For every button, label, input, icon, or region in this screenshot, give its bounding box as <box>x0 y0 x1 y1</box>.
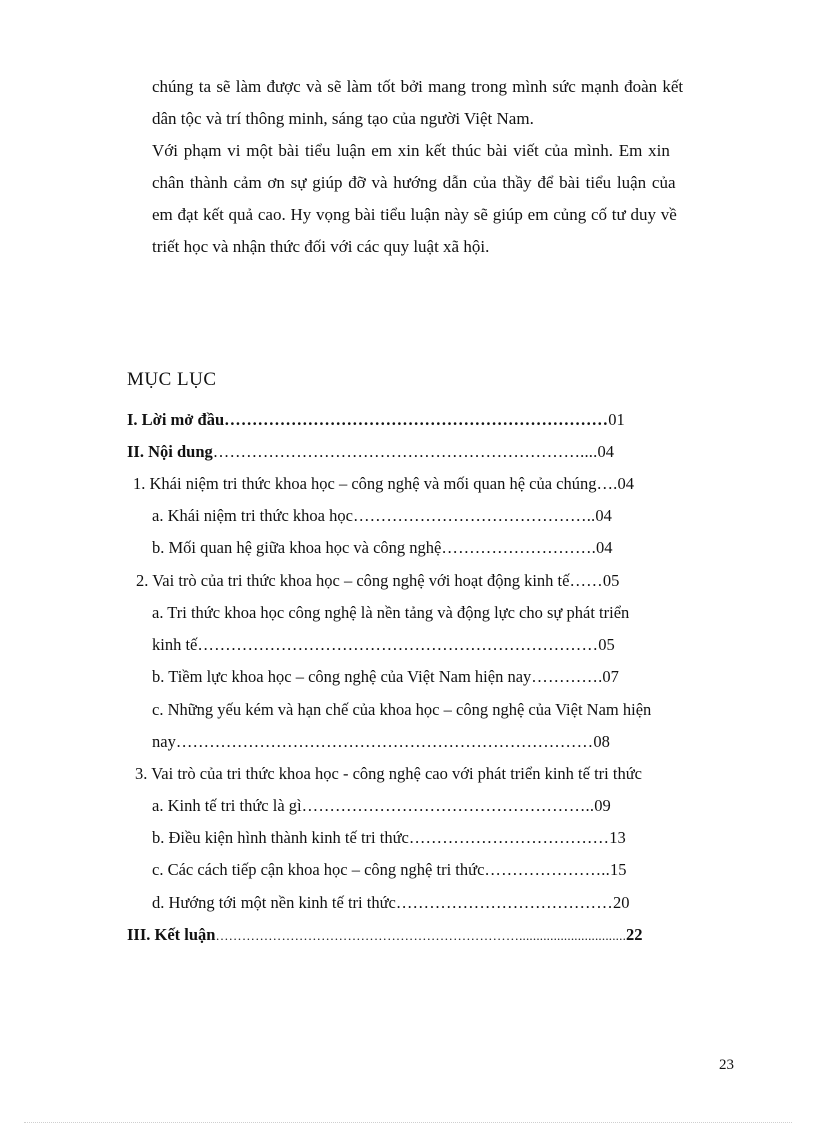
toc-entry-label: a. Khái niệm tri thức khoa học <box>152 506 353 525</box>
toc-entry-label: b. Mối quan hệ giữa khoa học và công nghệ <box>152 538 442 557</box>
toc-entry-1a <box>152 506 612 526</box>
toc-entry-label: a. Tri thức khoa học công nghệ là nền tảng và động lực cho sự phát triển <box>152 603 630 622</box>
toc-entry-page: 13 <box>609 828 626 847</box>
toc-entry-2c <box>152 700 651 720</box>
toc-entry-3a <box>152 796 611 816</box>
toc-entry-3c <box>152 860 626 880</box>
toc-entry-dots: ……………………………………………………………............................... <box>215 928 627 943</box>
toc-entry-label: 3. Vai trò của tri thức khoa học - công nghệ cao với phát triển kinh tế tri thức <box>135 764 642 783</box>
toc-entry-label: nay <box>152 732 176 751</box>
toc-entry-content <box>127 442 614 462</box>
toc-entry-2b <box>152 667 619 687</box>
page-number: 23 <box>719 1057 734 1073</box>
toc-entry-label: III. Kết luận <box>127 925 216 944</box>
toc-entry-label: 2. Vai trò của tri thức khoa học – công nghệ với hoạt động kinh tế <box>136 571 570 590</box>
toc-entry-3d <box>152 893 629 913</box>
toc-entry-dots: …. <box>596 474 618 493</box>
paragraph-line: em đạt kết quả cao. Hy vọng bài tiểu luận này sẽ giúp em củng cố tư duy về <box>152 205 677 224</box>
toc-entry-dots: ………………………………………………………….... <box>212 442 598 461</box>
paragraph-line: Với phạm vi một bài tiểu luận em xin kết thúc bài viết của mình. Em xin <box>152 141 670 160</box>
toc-entry-dots: ………………………………… <box>395 893 613 912</box>
toc-entry-page: 08 <box>593 732 610 751</box>
toc-entry-page: 04 <box>617 474 635 493</box>
toc-entry-dots: …………………………………………………………… <box>224 410 609 429</box>
toc-entry-section-1 <box>133 474 634 494</box>
toc-entry-label: II. Nội dung <box>127 442 213 461</box>
toc-entry-2a-cont <box>152 635 615 655</box>
toc-entry-intro <box>127 410 625 430</box>
toc-entry-page: 09 <box>594 796 611 815</box>
toc-entry-label: d. Hướng tới một nền kinh tế tri thức <box>152 893 396 912</box>
toc-entry-2a <box>152 603 732 623</box>
toc-entry-section-3 <box>135 764 642 784</box>
toc-entry-label: b. Điều kiện hình thành kinh tế tri thức <box>152 828 409 847</box>
toc-entry-label: c. Các cách tiếp cận khoa học – công nghệ tri thức <box>152 860 485 879</box>
toc-entry-label: I. Lời mở đầu <box>127 410 225 429</box>
paragraph-line: triết học và nhận thức đối với các quy luật xã hội. <box>152 237 490 256</box>
toc-entry-label: 1. Khái niệm tri thức khoa học – công nghệ và mối quan hệ của chúng <box>133 474 597 493</box>
toc-entry-page: 01 <box>608 410 625 429</box>
toc-entry-label: c. Những yếu kém và hạn chế của khoa học – công nghệ của Việt Nam hiện <box>152 700 652 719</box>
toc-entry-page: 20 <box>612 893 630 912</box>
toc-entry-label: b. Tiềm lực khoa học – công nghệ của Việt Nam hiện nay <box>152 667 532 686</box>
toc-entry-page: 04 <box>595 506 612 525</box>
paragraph-line: dân tộc và trí thông minh, sáng tạo của người Việt Nam. <box>152 109 534 128</box>
toc-entry-3b <box>152 828 626 848</box>
toc-entry-page: 05 <box>598 635 615 654</box>
toc-entry-dots: ………………………. <box>441 538 596 557</box>
toc-entry-label: kinh tế <box>152 635 198 654</box>
toc-entry-label: a. Kinh tế tri thức là gì <box>152 796 302 815</box>
toc-entry-page: 15 <box>609 860 627 879</box>
toc-entry-page: 05 <box>602 571 620 590</box>
toc-entry-page: 04 <box>597 442 614 461</box>
toc-entry-page: 04 <box>596 538 613 557</box>
toc-entry-section-2 <box>136 571 619 591</box>
paragraph-line: chân thành cảm ơn sự giúp đỡ và hướng dẫn của thầy để bài tiểu luận của <box>152 173 676 192</box>
toc-entry-dots: ………………………………………………………………… <box>175 732 594 751</box>
toc-entry-page: 07 <box>602 667 619 686</box>
toc-entry-conclusion <box>127 925 643 946</box>
paragraph-line: chúng ta sẽ làm được và sẽ làm tốt bởi mang trong mình sức mạnh đoàn kết <box>152 77 684 96</box>
toc-entry-dots: ………………….. <box>484 860 610 879</box>
toc-entry-dots: …………. <box>531 667 603 686</box>
toc-entry-page: 22 <box>626 925 643 944</box>
toc-entry-dots: …………………………………………….. <box>301 796 595 815</box>
closing-paragraph <box>152 71 736 263</box>
toc-entry-dots: …… <box>569 571 603 590</box>
toc-title: MỤC LỤC <box>127 369 217 390</box>
toc-entry-dots: ……………………………………………………………… <box>197 635 599 654</box>
toc-entry-dots: …………………………………….. <box>352 506 596 525</box>
toc-entry-dots: ……………………………… <box>408 828 610 847</box>
toc-entry-2c-cont <box>152 732 610 752</box>
toc-entry-1b <box>152 538 613 558</box>
